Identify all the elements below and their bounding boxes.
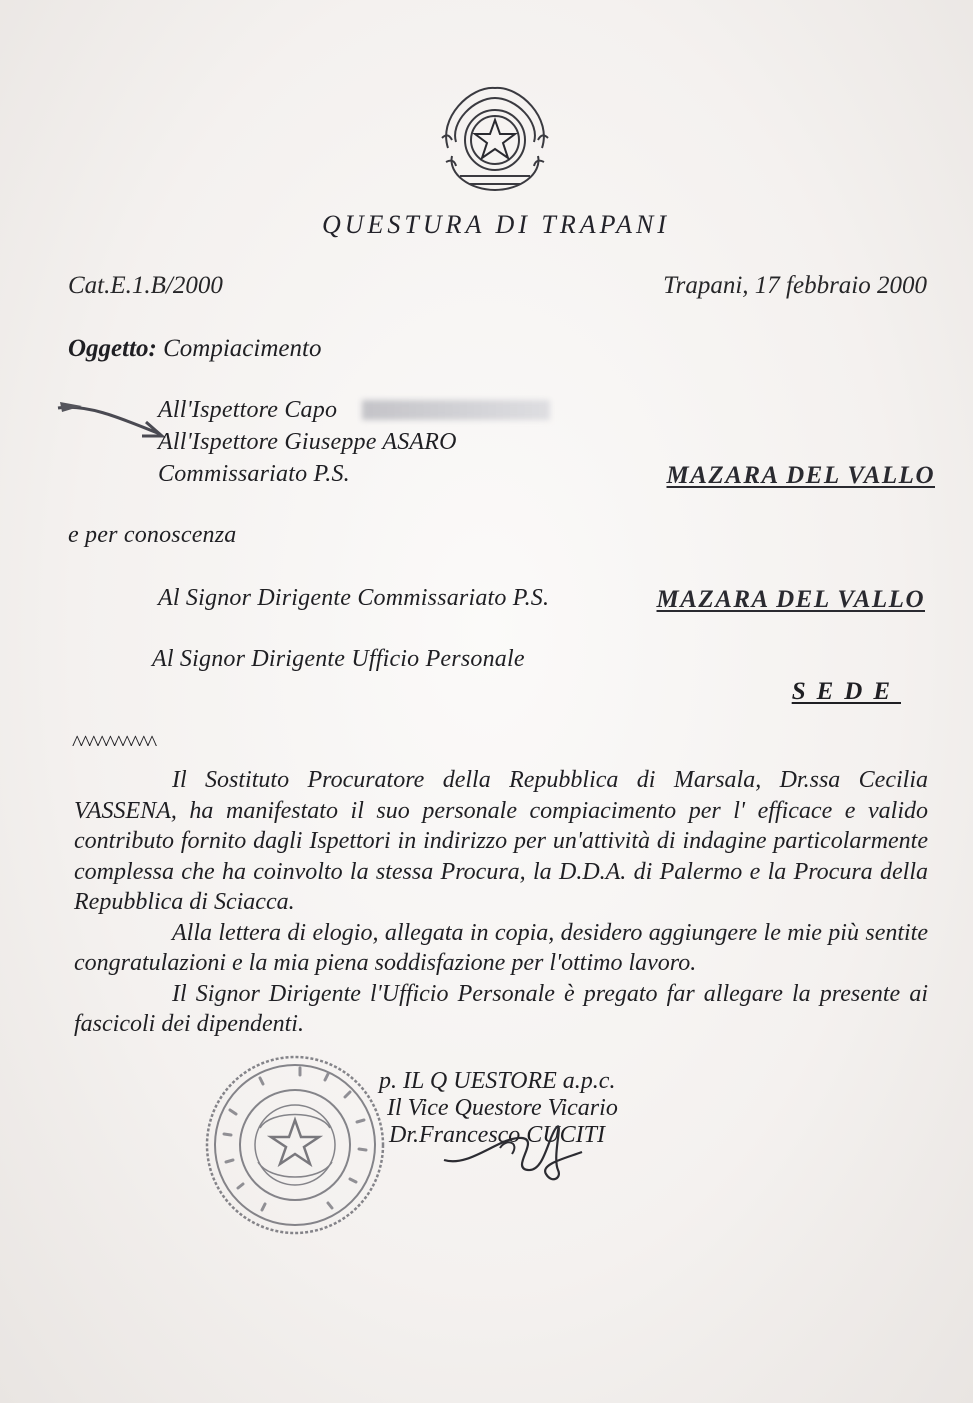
signature-line-3: Dr.Francesco CUCITI <box>389 1122 605 1148</box>
per-conoscenza-label: e per conoscenza <box>68 522 237 548</box>
handwritten-signature <box>440 1108 590 1188</box>
body-paragraph: Il Signor Dirigente l'Ufficio Personale è pregato far allegare la presente ai fascicoli dei dipendenti. <box>74 980 928 1037</box>
signature-line-2: Il Vice Questore Vicario <box>387 1095 618 1121</box>
italian-republic-emblem <box>430 78 560 200</box>
cc-recipient-2: Al Signor Dirigente Ufficio Personale <box>152 646 525 672</box>
office-heading: QUESTURA DI TRAPANI <box>322 210 671 239</box>
subject-line <box>68 335 321 363</box>
protocol-number: Cat.E.1.B/2000 <box>68 272 223 299</box>
cc-city-2: SEDE <box>791 678 901 705</box>
subject-text: Compiacimento <box>163 335 322 362</box>
hand-drawn-arrow-icon <box>56 396 168 444</box>
cc-city-1: MAZARA DEL VALLO <box>656 586 925 613</box>
separator-line: ^^^^^^^^^^ <box>72 730 156 755</box>
cc-recipient-1: Al Signor Dirigente Commissariato P.S. <box>158 585 550 611</box>
recipient-line-1: All'Ispettore Capo <box>158 397 338 423</box>
body-paragraph: Alla lettera di elogio, allegata in copia, desidero aggiungere le mie più sentite congratulazioni e la mia piena soddisfazione per l'ottimo lavoro. <box>74 919 928 976</box>
recipient-city: MAZARA DEL VALLO <box>666 462 935 489</box>
body-paragraph: Il Sostituto Procuratore della Repubblica di Marsala, Dr.ssa Cecilia VASSENA, ha manifestato il suo personale compiacimento per l' efficace e valido contributo fornito dagli Ispettori in indirizzo per un'attività di indagine particolarmente complessa che ha coinvolto la stessa Procura, la D.D.A. di Palermo e la Procura della Repubblica di Sciacca. <box>74 767 928 915</box>
recipient-line-2: All'Ispettore Giuseppe ASARO <box>158 429 457 455</box>
signature-line-1: p. IL Q UESTORE a.p.c. <box>379 1068 616 1094</box>
letter-body <box>74 765 928 1040</box>
redacted-name <box>362 400 550 420</box>
subject-label: Oggetto: <box>68 335 157 362</box>
place-and-date: Trapani, 17 febbraio 2000 <box>663 272 927 299</box>
recipient-line-3: Commissariato P.S. <box>158 461 350 487</box>
official-round-stamp <box>200 1050 390 1240</box>
